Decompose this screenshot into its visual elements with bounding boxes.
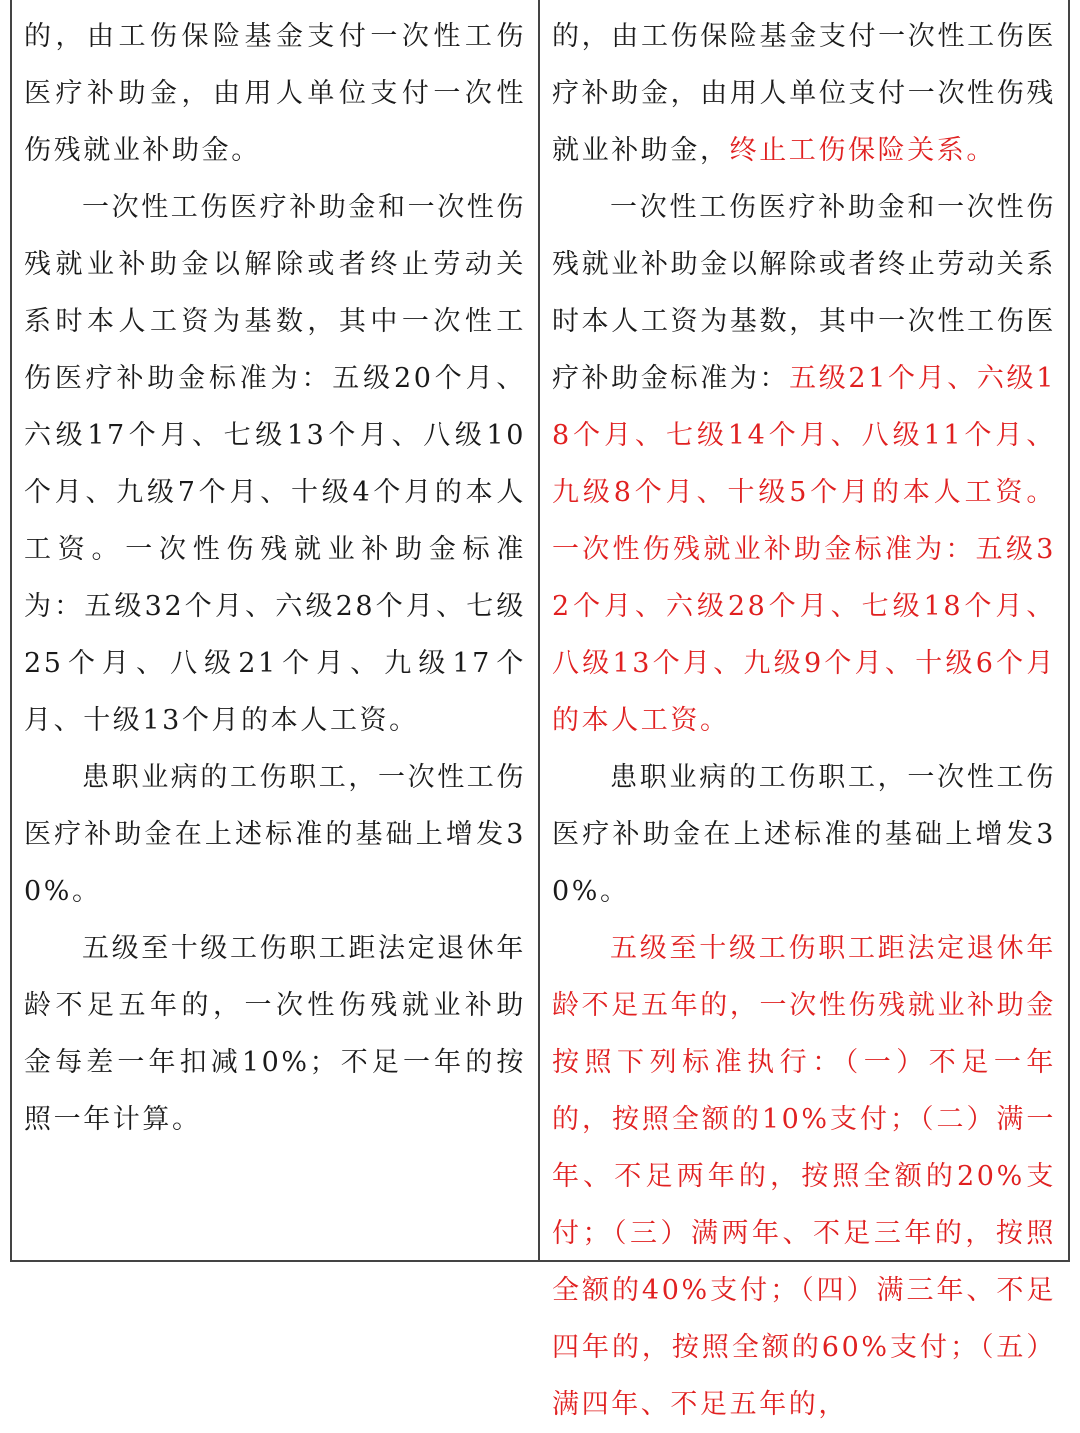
right-paragraph-1-unchanged: 的，由工伤保险基金支付一次性工伤医疗补助金，由用人单位支付一次性伤残就业补助金， xyxy=(552,21,1056,166)
right-paragraph-2-revision: 五级21个月、六级18个月、七级14个月、八级11个月、九级8个月、十级5个月的本人工资。一次性伤残就业补助金标准为：五级32个月、六级28个月、七级18个月、八级13个月、九级9个月、十级6个月的本人工资。 xyxy=(552,363,1056,736)
right-paragraph-2-unchanged: 一次性工伤医疗补助金和一次性伤残就业补助金以解除或者终止劳动关系时本人工资为基数，其中一次性工伤医疗补助金标准为： xyxy=(552,192,1056,394)
right-paragraph-1 xyxy=(552,8,1056,179)
right-paragraph-2 xyxy=(552,179,1056,749)
left-paragraph-1: 的，由工伤保险基金支付一次性工伤医疗补助金，由用人单位支付一次性伤残就业补助金。 xyxy=(24,21,526,166)
right-paragraph-3: 患职业病的工伤职工，一次性工伤医疗补助金在上述标准的基础上增发30%。 xyxy=(552,762,1056,907)
left-paragraph-3: 患职业病的工伤职工，一次性工伤医疗补助金在上述标准的基础上增发30%。 xyxy=(24,762,526,907)
comparison-table xyxy=(10,0,1070,1420)
left-paragraph-2: 一次性工伤医疗补助金和一次性伤残就业补助金以解除或者终止劳动关系时本人工资为基数，其中一次性工伤医疗补助金标准为：五级20个月、六级17个月、七级13个月、八级10个月、九级7个月、十级4个月的本人工资。一次性伤残就业补助金标准为：五级32个月、六级28个月、七级25个月、八级21个月、九级17个月、十级13个月的本人工资。 xyxy=(24,192,526,736)
right-paragraph-1-revision: 终止工伤保险关系。 xyxy=(729,135,997,166)
left-paragraph-4: 五级至十级工伤职工距法定退休年龄不足五年的，一次性伤残就业补助金每差一年扣减10%；不足一年的按照一年计算。 xyxy=(24,933,526,1135)
right-paragraph-4-revision: 五级至十级工伤职工距法定退休年龄不足五年的，一次性伤残就业补助金按照下列标准执行：（一）不足一年的，按照全额的10%支付；（二）满一年、不足两年的，按照全额的20%支付；（三）满两年、不足三年的，按照全额的40%支付；（四）满三年、不足四年的，按照全额的60%支付；（五）满四年、不足五年的， xyxy=(552,933,1056,1420)
left-column-original-text xyxy=(12,0,540,1260)
right-column-revised-text xyxy=(540,0,1068,1420)
